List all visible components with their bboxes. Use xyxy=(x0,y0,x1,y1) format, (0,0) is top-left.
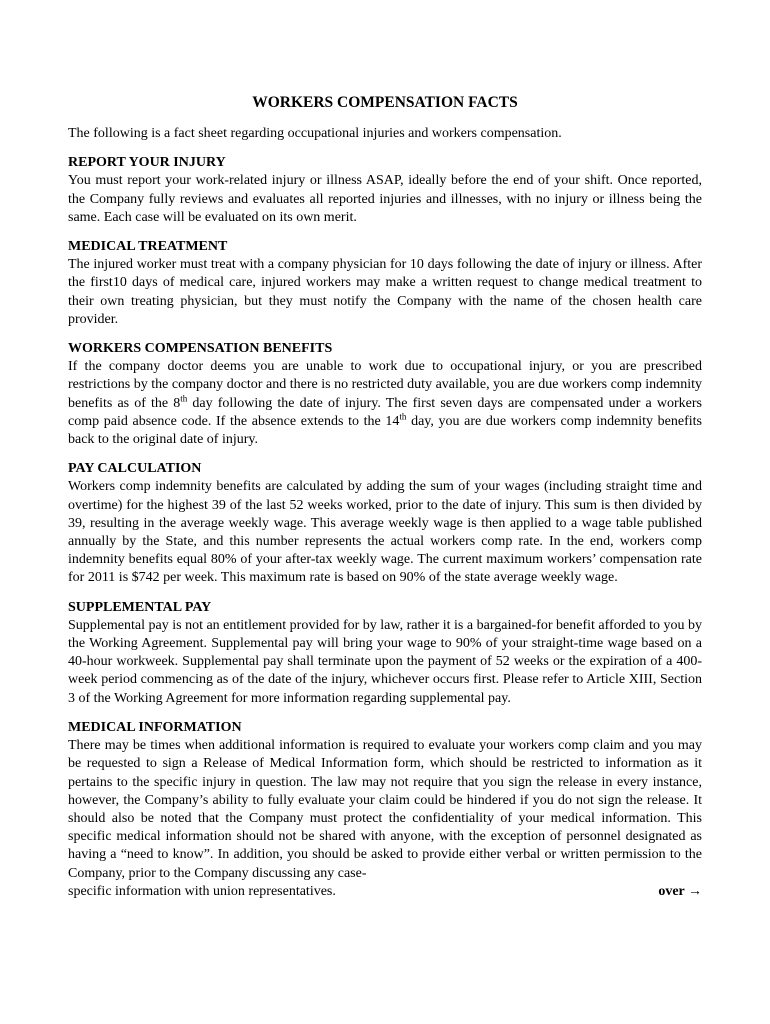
section-body: There may be times when additional information is required to evaluate your workers comp claim and you may be requested to sign a Release of Medical Information form, which should be restricted to information as it pertains to the specific injury in question. The law may not require that you sign the release in every instance, however, the Company’s ability to fully evaluate your claim could be hindered if you do not sign the release. It should also be noted that the Company must protect the confidentiality of your medical information. This specific medical information should not be shared with anyone, with the exception of personnel designated as having a “need to know”. In addition, you should be asked to provide either verbal or written permission to the Company, prior to the Company discussing any case- xyxy=(68,738,702,881)
document-title: WORKERS COMPENSATION FACTS xyxy=(252,94,518,111)
section-medical-treatment xyxy=(68,238,702,329)
ordinal-suffix: th xyxy=(399,411,407,422)
body-text: day following the date of injury. The first seven days are compensated under a workers comp paid absence code. If the absence extends to the 14 xyxy=(68,395,703,429)
body-text: specific information with union representatives. xyxy=(68,883,336,899)
section-heading: PAY CALCULATION xyxy=(68,461,202,477)
section-last-line xyxy=(68,883,702,901)
section-benefits xyxy=(68,340,702,449)
body-text: If the company doctor deems you are unable to work due to occupational injury, or you are prescribed restrictions by the company doctor and there is no restricted duty available, you are due workers comp indemnity benefits as of the 8 xyxy=(68,359,702,411)
section-report-injury xyxy=(68,154,702,227)
body-text: day, you are due workers comp indemnity benefits back to the original date of injury. xyxy=(68,413,702,448)
section-body: You must report your work-related injury or illness ASAP, ideally before the end of your shift. Once reported, the Company fully reviews and evaluates all reported injuries and illnesses, with no injury or illness being the same. Each case will be evaluated on its own merit. xyxy=(68,173,702,225)
section-body: Supplemental pay is not an entitlement provided for by law, rather it is a bargained-for benefit afforded to you by the Working Agreement. Supplemental pay will bring your wage to 90% of your straight-time wage based on a 40-hour workweek. Supplemental pay shall terminate upon the payment of 52 weeks or the expiration of a 400-week period commencing as of the date of the injury, whichever occurs first. Please refer to Article XIII, Section 3 of the Working Agreement for more information regarding supplemental pay. xyxy=(68,617,702,706)
ordinal-suffix: th xyxy=(180,392,188,403)
intro-paragraph: The following is a fact sheet regarding occupational injuries and workers compensation. xyxy=(68,126,562,141)
section-medical-information xyxy=(68,719,702,901)
section-body: Workers comp indemnity benefits are calculated by adding the sum of your wages (including straight time and overtime) for the highest 39 of the last 52 weeks worked, prior to the date of injury. This sum is then divided by 39, resulting in the average weekly wage. This average weekly wage is then applied to a wage table published annually by the State, and this number represents the actual workers comp rate. In the end, workers comp indemnity benefits equal 80% of your after-tax weekly wage. The current maximum workers’ compensation rate for 2011 is $742 per week. This maximum rate is based on 90% of the state average weekly wage. xyxy=(68,479,702,586)
section-supplemental-pay xyxy=(68,599,702,708)
over-page-indicator: over → xyxy=(658,883,702,899)
section-heading: SUPPLEMENTAL PAY xyxy=(68,599,212,615)
section-heading: MEDICAL TREATMENT xyxy=(68,239,228,255)
section-heading: MEDICAL INFORMATION xyxy=(68,719,242,735)
section-pay-calculation xyxy=(68,460,702,587)
section-heading: WORKERS COMPENSATION BENEFITS xyxy=(68,341,333,357)
section-body xyxy=(68,358,702,449)
section-heading: REPORT YOUR INJURY xyxy=(68,155,226,171)
fact-sheet-page xyxy=(68,92,702,912)
section-body: The injured worker must treat with a company physician for 10 days following the date of injury or illness. After the first10 days of medical care, injured workers may make a written request to change medical treatment to their own treating physician, but they must notify the Company with the name of the chosen health care provider. xyxy=(68,257,702,327)
